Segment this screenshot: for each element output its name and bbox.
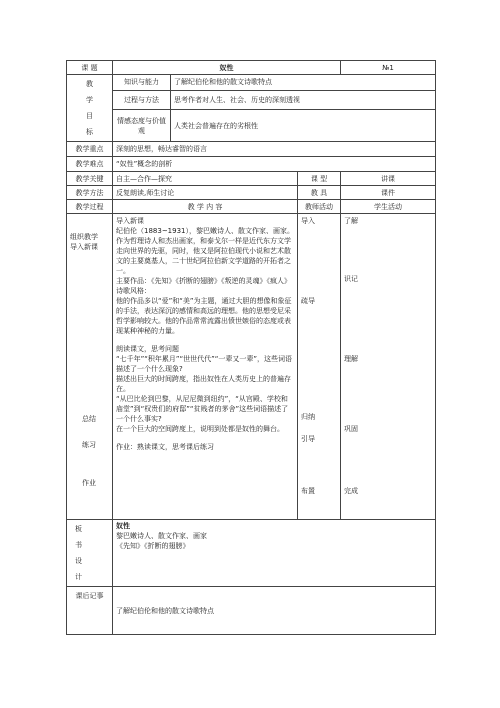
process-content-header: 教 学 内 容	[113, 200, 298, 214]
tool-label: 教 具	[298, 186, 341, 200]
content-style-label: 诗歌风格：	[116, 287, 151, 295]
content-homework: 作业：熟读课文，思考课后练习	[116, 443, 214, 451]
content-author-desc: 作为哲理诗人和杰出画家，和泰戈尔一样是近代东方文学走向世界的先驱，同时，他又是阿拉伯现代小说和艺术散文的主要奠基人，二十世纪阿拉伯新文学道路的开拓者之一。	[116, 237, 291, 275]
content-question-2: “从巴比伦到巴黎，从尼尼微到纽约”，“从宫殿、学校和庙堂”到“权贵们的府邸”“贫贱者的茅舍”这些词语描述了一个什么事实?	[116, 395, 289, 423]
content-question-1: “七千年”“积年累月”“世世代代”“一辈又一辈”，这些词语描述了一个什么现象?	[116, 355, 293, 373]
subject-label: 课 题	[67, 61, 113, 75]
stage-intro-2: 导入新课	[70, 243, 98, 251]
difficulty-value: “奴性”概念的剖析	[113, 157, 436, 172]
objective-label-process: 过程与方法	[113, 90, 171, 109]
objective-value-process: 思考作者对人生、社会、历史的深刻透视	[171, 90, 436, 109]
process-label: 教学过程	[67, 200, 113, 214]
tool-value: 课件	[341, 186, 436, 200]
objective-label-knowledge: 知识与能力	[113, 75, 171, 91]
content-reading-task: 朗读课文，思考问题	[116, 345, 179, 353]
objective-label-emotion: 情感态度与价值观	[113, 110, 171, 142]
key-value: 自主—合作—探究	[113, 172, 298, 186]
stage-summary: 总结	[82, 415, 96, 423]
content-intro-title: 导入新课	[116, 217, 144, 225]
notes-label: 课后记事	[67, 587, 113, 635]
process-stages	[67, 214, 113, 520]
stage-homework: 作业	[82, 479, 96, 487]
teacher-activity-header: 教师活动	[298, 200, 341, 214]
focus-value: 深刻的思想，畅达睿智的语言	[113, 142, 436, 157]
lesson-plan-table	[66, 60, 436, 635]
content-style-desc: 他的作品多以“爱”和“美”为主题，通过大胆的想像和象征的手法，表达深沉的感情和高远的理想。他的思想受尼采哲学影响较大。他的作品常常流露出愤世嫉俗的态度或表现某种神秘的力量。	[116, 297, 292, 335]
objectives-label: 教 学 目 标	[67, 75, 113, 142]
board-line-2: 《先知》《折断的翅膀》	[116, 542, 190, 550]
content-author: 纪伯伦（1883~1931），黎巴嫩诗人、散文作家、画家。	[116, 227, 294, 235]
student-activity-header: 学生活动	[341, 200, 436, 214]
difficulty-label: 教学难点	[67, 157, 113, 172]
stage-practice: 练习	[82, 441, 96, 449]
notes-value: 了解纪伯伦和他的散文诗歌特点	[113, 587, 436, 635]
teacher-activities: 导入 疏导 归纳 引导 布置	[298, 214, 341, 520]
board-design	[113, 520, 436, 587]
board-line-1: 黎巴嫩诗人、散文作家、画家	[116, 532, 207, 540]
focus-label: 教学重点	[67, 142, 113, 157]
content-answer-2: 在一个巨大的空间跨度上，说明到处都是奴性的舞台。	[116, 425, 284, 433]
lesson-title: 奴性	[113, 61, 341, 75]
board-title: 奴性	[116, 522, 130, 530]
key-label: 教学关键	[67, 172, 113, 186]
stage-intro-1: 组织教学	[70, 233, 98, 241]
board-label: 板 书 设 计	[67, 520, 113, 587]
method-label: 教学方法	[67, 186, 113, 200]
content-answer-1: 描述出巨大的时间跨度，指出奴性在人类历史上的普遍存在。	[116, 375, 291, 393]
process-content	[113, 214, 298, 520]
objective-value-knowledge: 了解纪伯伦和他的散文诗歌特点	[171, 75, 436, 91]
objective-value-emotion: 人类社会普遍存在的劣根性	[171, 110, 436, 142]
student-activities: 了解 识记 理解 巩固 完成	[341, 214, 436, 520]
method-value: 反复朗读,师生讨论	[113, 186, 298, 200]
content-works: 主要作品：《先知》《折断的翅膀》《叛逆的灵魂》《疯人》	[116, 277, 291, 285]
type-label: 课 型	[298, 172, 341, 186]
lesson-number: №1	[341, 61, 436, 75]
type-value: 讲课	[341, 172, 436, 186]
